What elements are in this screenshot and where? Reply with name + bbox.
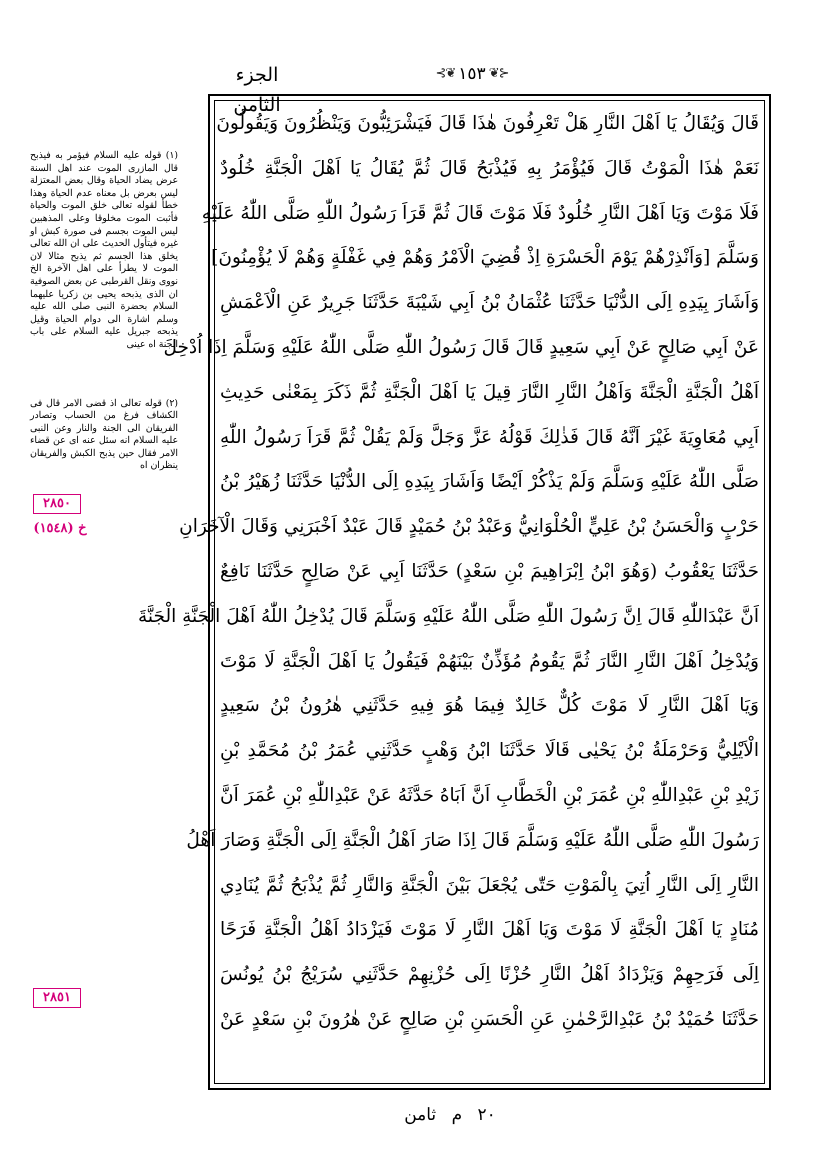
text-line: الْاَيْلِيُّ وَحَرْمَلَةُ بْنُ يَحْيٰى قَالَا حَدَّثَنَا ابْنُ وَهْبٍ حَدَّثَنِي عُمَرُ بْنُ مُحَمَّدِ بْنِ	[220, 740, 759, 762]
margin-note-2: (٢) قوله تعالى اذ قضى الامر قال فى الكشاف فرغ من الحساب وتصادر الفريقان الى الجنة والنار وعن النبى عليه السلام انه سئل عنه اى عن قضاء الامر فقال حين يذبح الكبش والفريقان ينظران اه	[30, 397, 178, 472]
hadith-number-2850: ٢٨٥٠	[33, 494, 81, 514]
text-line: فَلَا مَوْتَ وَيَا اَهْلَ النَّارِ خُلُودٌ فَلَا مَوْتَ قَالَ ثُمَّ قَرَاَ رَسُولُ اللّٰهِ صَلَّى اللّٰهُ عَلَيْهِ	[201, 202, 759, 224]
text-line: اِلَى فَرَحِهِمْ وَيَزْدَادُ اَهْلُ النَّارِ حُزْنًا اِلَى حُزْنِهِمْ حَدَّثَنِي سُرَيْجُ بْنُ يُونُسَ	[220, 964, 759, 986]
text-line: وَيُدْخِلُ اَهْلَ النَّارِ النَّارَ ثُمَّ يَقُومُ مُؤَذِّنٌ بَيْنَهُمْ فَيَقُولُ يَا اَهْلَ الْجَنَّةِ لَا مَوْتَ	[220, 650, 759, 672]
footer-m: م	[451, 1105, 463, 1125]
hadith-number-2851: ٢٨٥١	[33, 988, 81, 1008]
text-line: حَدَّثَنَا حُمَيْدُ بْنُ عَبْدِالرَّحْمٰنِ عَنِ الْحَسَنِ بْنِ صَالِحٍ عَنْ هٰرُونَ بْنِ سَعْدٍ عَنْ	[220, 1008, 759, 1030]
text-line: وَاَشَارَ بِيَدِهِ اِلَى الدُّنْيَا حَدَّثَنَا عُثْمَانُ بْنُ اَبِي شَيْبَةَ حَدَّثَنَا جَرِيرٌ عَنِ الْاَعْمَشِ	[220, 292, 759, 314]
text-line: وَيَا اَهْلَ النَّارِ لَا مَوْتَ كُلٌّ خَالِدٌ فِيمَا هُوَ فِيهِ حَدَّثَنِي هٰرُونُ بْنُ سَعِيدٍ	[220, 695, 759, 717]
text-line: زَيْدِ بْنِ عَبْدِاللّٰهِ بْنِ عُمَرَ بْنِ الْخَطَّابِ اَنَّ اَبَاهُ حَدَّثَهُ عَنْ عَبْدِاللّٰهِ بْنِ عُمَرَ اَنَّ	[220, 784, 759, 806]
text-line: اَنَّ عَبْدَاللّٰهِ قَالَ اِنَّ رَسُولَ اللّٰهِ صَلَّى اللّٰهُ عَلَيْهِ وَسَلَّمَ قَالَ يُدْخِلُ اللّٰهُ اَهْلَ الْجَنَّةِ الْجَنَّةَ	[138, 605, 759, 627]
text-line: حَرْبٍ وَالْحَسَنُ بْنُ عَلِيٍّ الْحُلْوَانِيُّ وَعَبْدُ بْنُ حُمَيْدٍ قَالَ عَبْدٌ اَخْبَرَنِي وَقَالَ الْآخَرَانِ	[179, 516, 759, 538]
text-line: رَسُولَ اللّٰهِ صَلَّى اللّٰهُ عَلَيْهِ وَسَلَّمَ قَالَ اِذَا صَارَ اَهْلُ الْجَنَّةِ اِلَى الْجَنَّةِ وَصَارَ اَهْلُ	[186, 829, 759, 851]
text-line: حَدَّثَنَا يَعْقُوبُ (وَهُوَ ابْنُ اِبْرَاهِيمَ بْنِ سَعْدٍ) حَدَّثَنَا اَبِي عَنْ صَالِحٍ حَدَّثَنَا نَافِعٌ	[220, 560, 759, 582]
footer-word: ثامن	[404, 1105, 437, 1125]
text-line: نَعَمْ هٰذَا الْمَوْتُ قَالَ فَيُؤْمَرُ بِهِ فَيُذْبَحُ قَالَ ثُمَّ يُقَالُ يَا اَهْلَ الْجَنَّةِ خُلُودٌ	[220, 157, 759, 179]
text-line: وَسَلَّمَ [وَاَنْذِرْهُمْ يَوْمَ الْحَسْرَةِ اِذْ قُضِيَ الْاَمْرُ وَهُمْ فِي غَفْلَةٍ وَهُمْ لَا يُؤْمِنُونَ]	[211, 247, 759, 269]
ornament-right-icon: ❦⊱	[488, 66, 509, 81]
page-number: ١٥٣	[458, 64, 486, 84]
main-text	[138, 102, 759, 1082]
ornament-left-icon: ⊰❦	[435, 66, 456, 81]
juz-title: الجزء الثامن	[233, 64, 281, 116]
text-line: عَنْ اَبِي صَالِحٍ عَنْ اَبِي سَعِيدٍ قَالَ قَالَ رَسُولُ اللّٰهِ صَلَّى اللّٰهُ عَلَيْهِ وَسَلَّمَ اِذَا اُدْخِلَ	[163, 336, 759, 358]
text-line: مُنَادٍ يَا اَهْلَ الْجَنَّةِ لَا مَوْتَ وَيَا اَهْلَ النَّارِ لَا مَوْتَ فَيَزْدَادُ اَهْلُ الْجَنَّةِ فَرَحًا	[220, 919, 759, 941]
text-line: اَبِي مُعَاوِيَةَ غَيْرَ اَنَّهُ قَالَ فَذٰلِكَ قَوْلُهُ عَزَّ وَجَلَّ وَلَمْ يَقُلْ ثُمَّ قَرَاَ رَسُولُ اللّٰهِ	[220, 426, 759, 448]
page-number-header	[418, 62, 526, 86]
footer-number: ٢٠	[477, 1105, 496, 1125]
text-line: قَالَ وَيُقَالُ يَا اَهْلَ النَّارِ هَلْ تَعْرِفُونَ هٰذَا قَالَ فَيَشْرَئِبُّونَ وَيَنْظُرُونَ وَيَقُولُونَ	[216, 113, 759, 134]
margin-notes	[30, 150, 178, 550]
margin-note-1: (١) قوله عليه السلام فيؤمر به فيذبح قال المازرى الموت عند اهل السنة عرض يضاد الحياة وقال بعض المعتزلة ليس بعرض بل معناه عدم الحياة وهذا خطأ لقوله تعالى خلق الموت والحياة فأثبت الموت مخلوقا وعلى المذهبين ليس الموت بجسم فى صورة كبش او غيره فيتأول الحديث على ان الله تعالى يخلق هذا الجسم ثم يذبح مثالا لان الموت لا يطرأ على اهل الآخرة الخ نووى ونقل القرطبى عن بعض الصوفية ان الذى يذبحه يحيى بن زكريا عليهما السلام بحضرة النبى صلى الله عليه وسلم اشارة الى دوام الحياة وقيل يذبحه جبريل عليه السلام على باب الجنة اه عينى	[30, 150, 178, 350]
main-text-frame	[138, 94, 771, 1090]
page-footer	[380, 1102, 520, 1128]
text-line: صَلَّى اللّٰهُ عَلَيْهِ وَسَلَّمَ وَلَمْ يَذْكُرْ اَيْضًا وَاَشَارَ بِيَدِهِ اِلَى الدُّنْيَا حَدَّثَنَا زُهَيْرُ بْنُ	[220, 471, 759, 493]
bukhari-reference: خ (١٥٤٨)	[33, 521, 87, 536]
text-line: النَّارِ اِلَى النَّارِ اُتِيَ بِالْمَوْتِ حَتّٰى يُجْعَلَ بَيْنَ الْجَنَّةِ وَالنَّارِ ثُمَّ يُذْبَحُ ثُمَّ يُنَادِي	[220, 874, 759, 896]
text-line: اَهْلُ الْجَنَّةِ الْجَنَّةَ وَاَهْلُ النَّارِ النَّارَ قِيلَ يَا اَهْلَ الْجَنَّةِ ثُمَّ ذَكَرَ بِمَعْنٰى حَدِيثِ	[220, 381, 759, 403]
